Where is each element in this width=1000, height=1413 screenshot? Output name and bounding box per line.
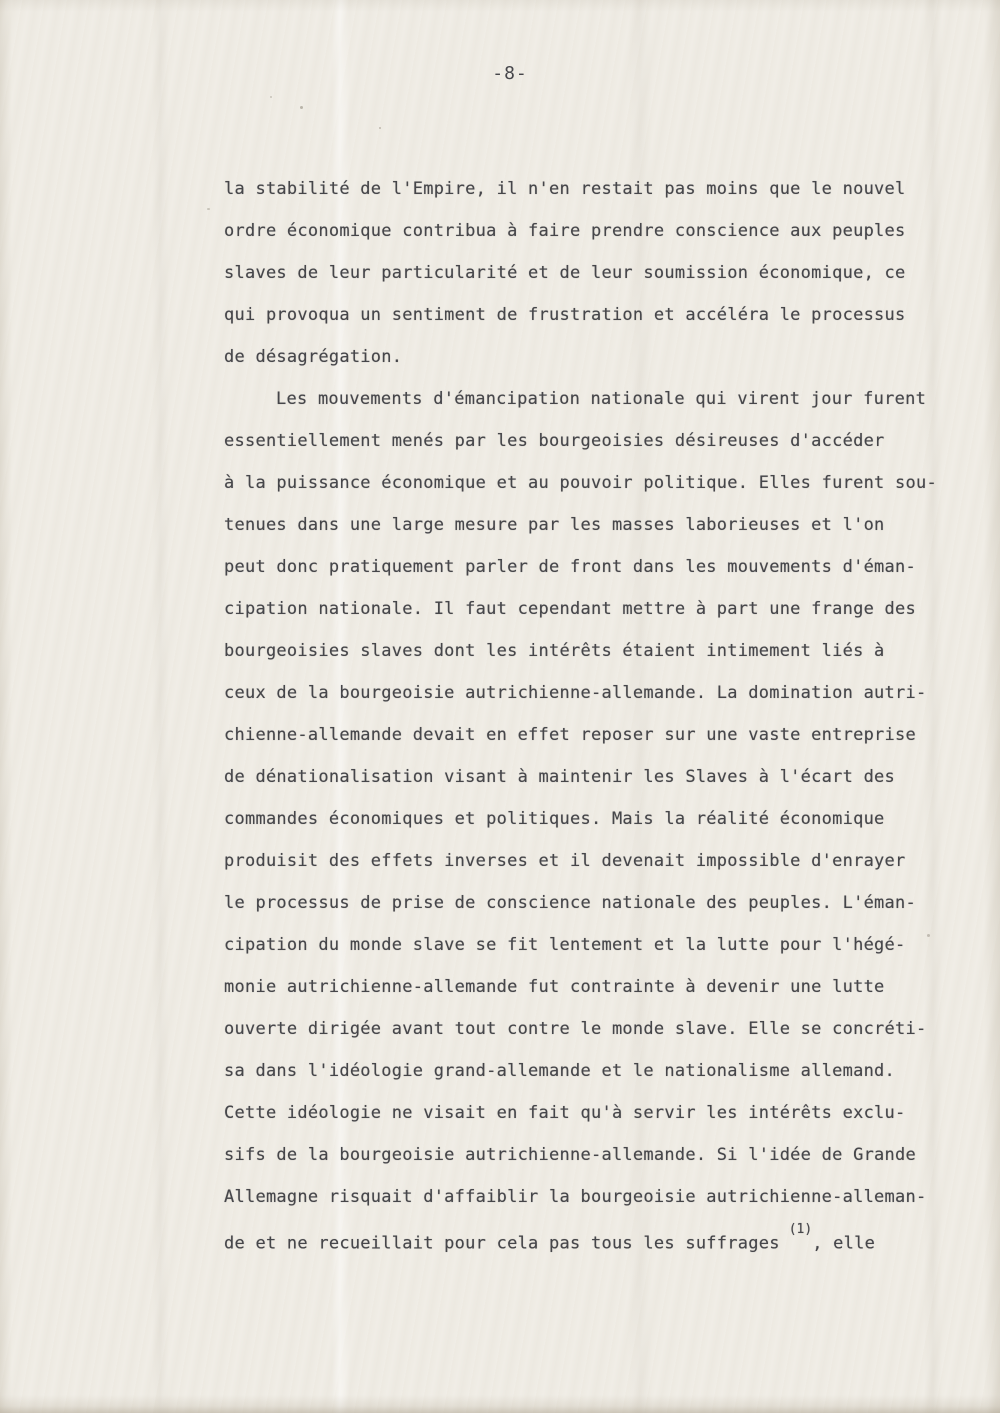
- text-line: ouverte dirigée avant tout contre le monde slave. Elle se concréti-: [224, 1019, 927, 1039]
- paragraph: [224, 378, 936, 1260]
- text-line: sa dans l'idéologie grand-allemande et le nationalisme allemand.: [224, 1061, 896, 1081]
- text-line: chienne-allemande devait en effet reposer sur une vaste entreprise: [224, 725, 917, 745]
- text-line: peut donc pratiquement parler de front dans les mouvements d'éman-: [224, 557, 917, 577]
- text-line: tenues dans une large mesure par les masses laborieuses et l'on: [224, 515, 885, 535]
- text-line: sifs de la bourgeoisie autrichienne-allemande. Si l'idée de Grande: [224, 1145, 917, 1165]
- text-line: Les mouvements d'émancipation nationale qui virent jour furent: [276, 389, 927, 409]
- text-line: bourgeoisies slaves dont les intérêts étaient intimement liés à: [224, 641, 885, 661]
- paper-speck: [927, 934, 930, 937]
- text-line: [224, 1218, 936, 1260]
- footnote-reference: (1): [788, 1222, 813, 1237]
- text-line: monie autrichienne-allemande fut contrainte à devenir une lutte: [224, 977, 885, 997]
- text-line: de désagrégation.: [224, 347, 403, 367]
- text-line: slaves de leur particularité et de leur soumission économique, ce: [224, 263, 906, 283]
- document-body: [224, 168, 936, 1260]
- paper-speck: [379, 127, 381, 129]
- text-line: commandes économiques et politiques. Mais la réalité économique: [224, 809, 885, 829]
- paper-speck: [207, 208, 210, 210]
- text-line: Cette idéologie ne visait en fait qu'à servir les intérêts exclu-: [224, 1103, 906, 1123]
- text-line: ceux de la bourgeoisie autrichienne-allemande. La domination autri-: [224, 683, 927, 703]
- text-line: essentiellement menés par les bourgeoisies désireuses d'accéder: [224, 431, 885, 451]
- text-line: produisit des effets inverses et il devenait impossible d'enrayer: [224, 851, 906, 871]
- text-line: qui provoqua un sentiment de frustration et accéléra le processus: [224, 305, 906, 325]
- text-line: cipation nationale. Il faut cependant mettre à part une frange des: [224, 599, 917, 619]
- text-line: à la puissance économique et au pouvoir politique. Elles furent sou-: [224, 473, 937, 493]
- text-line: ordre économique contribua à faire prendre conscience aux peuples: [224, 221, 906, 241]
- text-line: de dénationalisation visant à maintenir les Slaves à l'écart des: [224, 767, 896, 787]
- page-number: -8-: [492, 63, 528, 84]
- paragraph: [224, 168, 936, 378]
- paper-speck: [300, 106, 303, 109]
- text-line: la stabilité de l'Empire, il n'en restait pas moins que le nouvel: [224, 179, 906, 199]
- text-segment: de et ne recueillait pour cela pas tous les suffrages: [224, 1233, 780, 1254]
- paper-speck: [270, 96, 272, 98]
- text-line: cipation du monde slave se fit lentement et la lutte pour l'hégé-: [224, 935, 906, 955]
- text-line: Allemagne risquait d'affaiblir la bourgeoisie autrichienne-alleman-: [224, 1187, 927, 1207]
- text-segment: , elle: [812, 1233, 876, 1254]
- text-line: le processus de prise de conscience nationale des peuples. L'éman-: [224, 893, 917, 913]
